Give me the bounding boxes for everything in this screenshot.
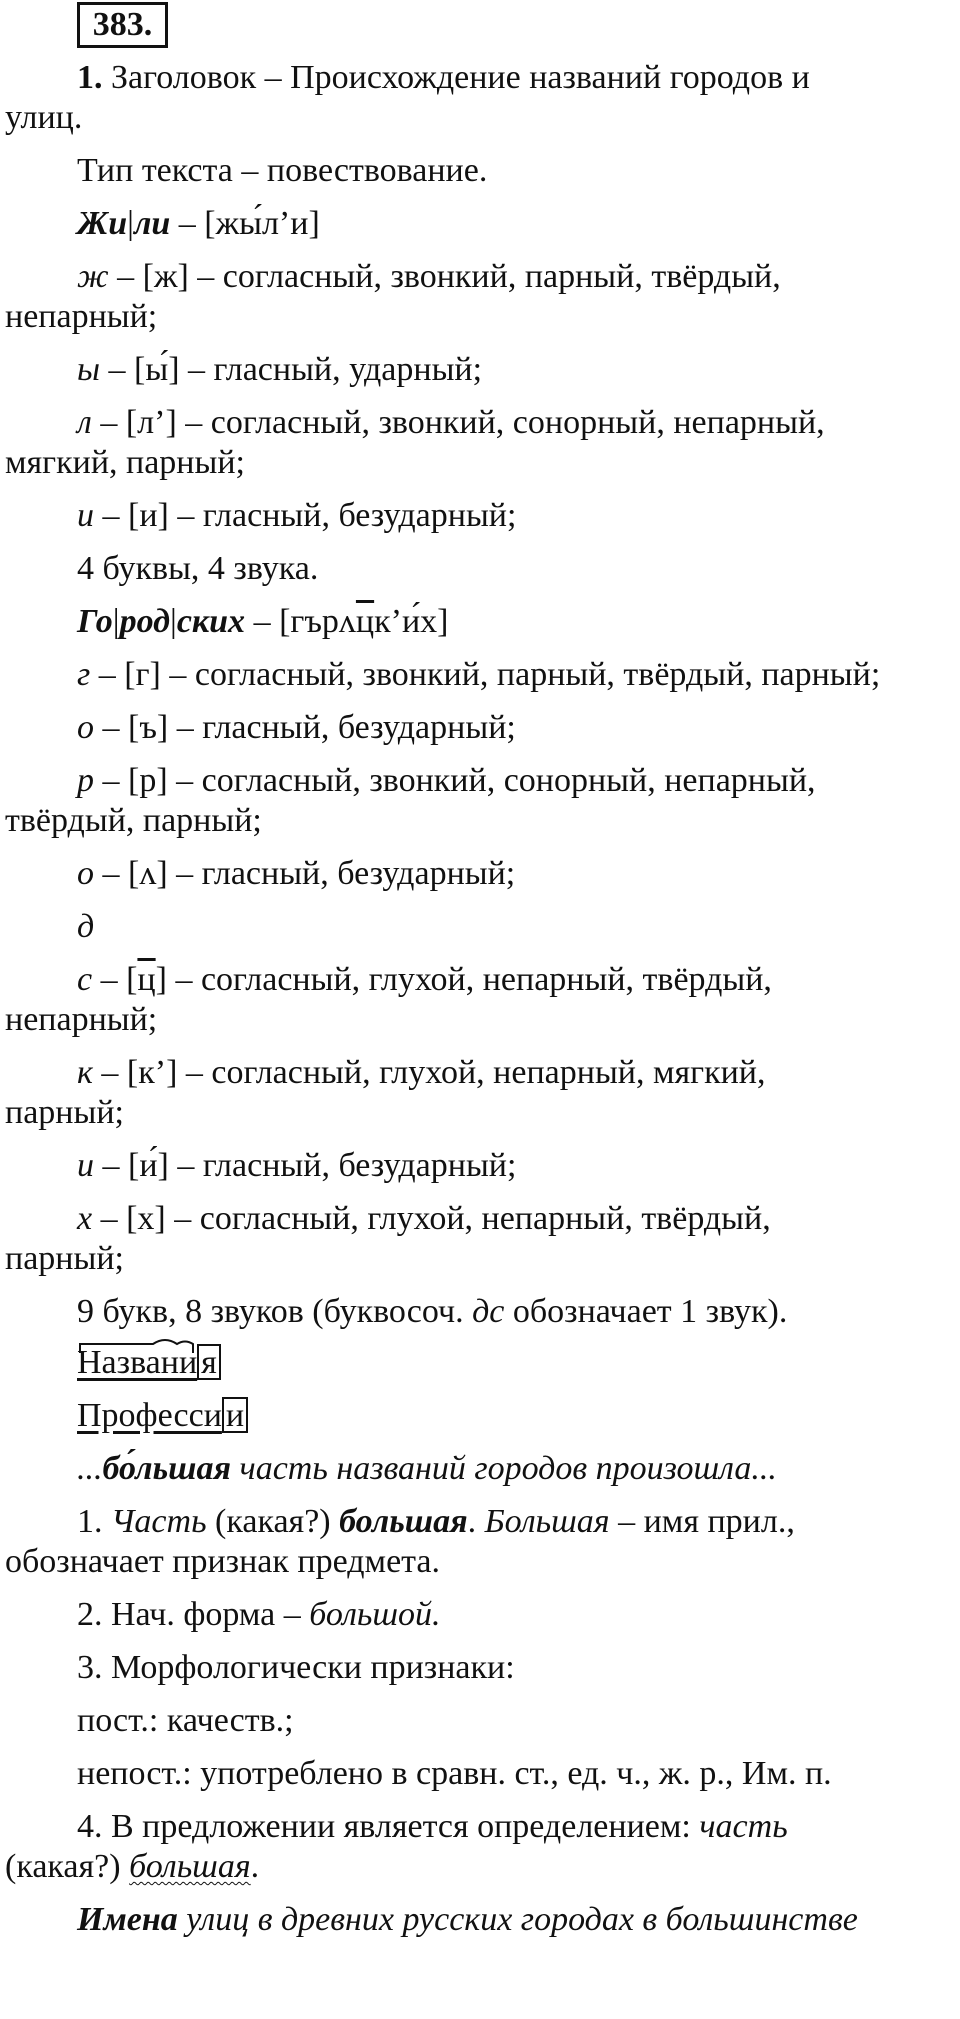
line-text: – [х] – согласный, глухой, непарный, твёрдый, — [92, 1200, 771, 1237]
word-ending: я — [197, 1344, 221, 1380]
morpheme-word — [77, 1343, 221, 1383]
letter: р — [77, 762, 94, 799]
letter: х — [77, 1200, 93, 1237]
line-text: . — [467, 1503, 485, 1540]
quote-line — [77, 1900, 858, 1940]
line-text: – [к’] – согласный, глухой, непарный, мягкий, — [92, 1054, 766, 1091]
letter: ж — [77, 258, 109, 295]
line-text: Тип текста – повествование. — [77, 152, 488, 189]
line-text: Заголовок – Происхождение названий городов и — [102, 59, 810, 96]
line-text: – [и] – гласный, безударный; — [94, 497, 517, 534]
line-text: улиц. — [5, 99, 83, 136]
letter: с — [77, 961, 93, 998]
line-text: 3. Морфологически признаки: — [77, 1649, 515, 1686]
line-text: часть — [699, 1808, 788, 1845]
line-text: – [ж] – согласный, звонкий, парный, твёрдый, — [108, 258, 781, 295]
transcription-affricate: ц — [137, 961, 156, 998]
emphasized-word: большая — [339, 1503, 468, 1540]
line-text: – [л’] – согласный, звонкий, сонорный, непарный, — [91, 404, 825, 441]
line-text: непарный; — [5, 298, 158, 335]
phonetic-line — [77, 907, 94, 947]
line-text: – имя прил., — [609, 1503, 795, 1540]
phonetic-line — [77, 257, 781, 297]
line-text: 2. Нач. форма – — [77, 1596, 310, 1633]
line-text: – [и́] – гласный, безударный; — [94, 1147, 517, 1184]
letter: ы — [77, 351, 101, 388]
quote-line — [77, 1449, 777, 1489]
line-text: парный; — [5, 1094, 124, 1131]
line-text: – [ъ] – гласный, безударный; — [94, 709, 516, 746]
phonetic-line — [77, 708, 516, 748]
line-text: – [ — [92, 961, 138, 998]
line-text: . — [250, 1848, 260, 1885]
phonetic-line — [77, 960, 772, 1000]
letter: г — [77, 656, 91, 693]
line-text: – [р] – согласный, звонкий, сонорный, непарный, — [94, 762, 816, 799]
line-text: парный; — [5, 1240, 124, 1277]
letter: л — [77, 404, 92, 441]
transcription: ʌ — [338, 603, 356, 640]
transcription: к’и́х] — [374, 603, 449, 640]
line-text: 1. — [77, 1503, 111, 1540]
syllable-separator: | — [170, 603, 177, 640]
line-text: 9 букв, 8 звуков (буквосоч. — [77, 1293, 473, 1330]
line-text: Часть — [111, 1503, 207, 1540]
word-parse-heading — [77, 602, 448, 642]
line-text — [77, 1807, 788, 1847]
letter: д — [77, 908, 95, 945]
syllable: Го — [77, 603, 113, 640]
letter: о — [77, 855, 94, 892]
line-text: непост.: употреблено в сравн. ст., ед. ч., ж. р., Им. п. — [77, 1755, 832, 1792]
line-text — [77, 1502, 795, 1542]
line-text: 4 буквы, 4 звука. — [77, 550, 319, 587]
exercise-number: 383. — [77, 2, 168, 48]
line-text: ] – согласный, глухой, непарный, твёрдый, — [155, 961, 772, 998]
syllable: род — [119, 603, 171, 640]
line-text: пост.: качеств.; — [77, 1702, 294, 1739]
phonetic-line — [77, 1053, 766, 1093]
line-text: улиц в древних русских городах в большинстве — [177, 1901, 858, 1938]
letter: и — [77, 1147, 94, 1184]
emphasized-word: Имена — [77, 1901, 178, 1938]
line-text: твёрдый, парный; — [5, 802, 262, 839]
phonetic-line — [77, 854, 515, 894]
word-parse-heading — [77, 204, 320, 244]
underlined-word: большая — [129, 1848, 251, 1885]
line-text — [77, 1292, 787, 1332]
line-text: мягкий, парный; — [5, 444, 245, 481]
phonetic-line — [77, 403, 825, 443]
morpheme-word — [77, 1396, 248, 1436]
phonetic-line — [77, 1199, 771, 1239]
item-number: 1. — [77, 59, 103, 96]
line-text: обозначает признак предмета. — [5, 1543, 441, 1580]
transcription: – [гър — [245, 603, 339, 640]
syllable: ских — [176, 603, 246, 640]
syllable-separator: | — [112, 603, 120, 640]
letter: к — [77, 1054, 93, 1091]
line-text: – [ы́] – гласный, ударный; — [100, 351, 483, 388]
phonetic-line — [77, 761, 816, 801]
line-text — [5, 1847, 259, 1887]
word-ending: и — [222, 1397, 248, 1433]
line-text: большой. — [309, 1596, 441, 1633]
phonetic-line — [77, 496, 516, 536]
transcription-affricate: ц — [355, 603, 375, 640]
letter: о — [77, 709, 94, 746]
line-title — [77, 58, 810, 98]
line-text: Большая — [484, 1503, 610, 1540]
syllable: ли — [133, 205, 171, 242]
transcription: – [жы́л’и] — [170, 205, 320, 242]
phonetic-line — [77, 350, 482, 390]
letter: и — [77, 497, 94, 534]
line-text: – [г] – согласный, звонкий, парный, твёрдый, парный; — [90, 656, 881, 693]
line-text: непарный; — [5, 1001, 158, 1038]
word-stem: Названи — [77, 1344, 198, 1381]
line-text: – [ʌ] – гласный, безударный; — [94, 855, 516, 892]
phonetic-line — [77, 1146, 516, 1186]
line-text: 4. В предложении является определением: — [77, 1808, 700, 1845]
word-stem: Професси — [77, 1397, 222, 1434]
emphasized-word: бо́льшая — [102, 1450, 231, 1487]
line-text: обозначает 1 звук). — [504, 1293, 788, 1330]
line-text: ... — [77, 1450, 103, 1487]
line-text: (какая?) — [206, 1503, 340, 1540]
syllable-separator: | — [127, 205, 134, 242]
line-text — [77, 1595, 441, 1635]
letter-combination: дс — [472, 1293, 505, 1330]
line-text: (какая?) — [5, 1848, 130, 1885]
syllable: Жи — [77, 205, 128, 242]
phonetic-line — [77, 655, 880, 695]
line-text: часть названий городов произошла... — [231, 1450, 777, 1487]
